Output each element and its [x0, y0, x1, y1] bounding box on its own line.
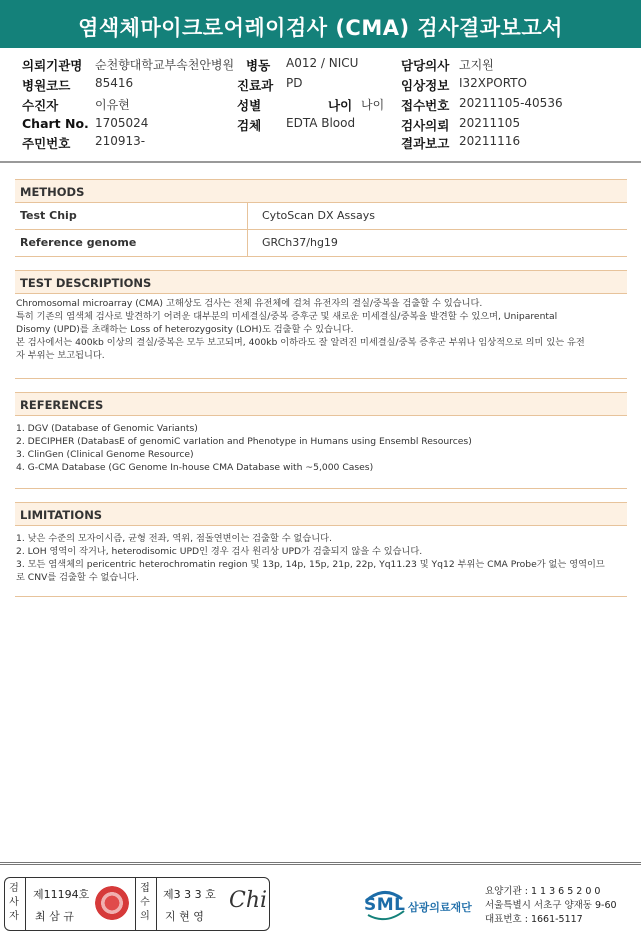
limitation-item: 3. 모든 염색체의 pericentric heterochromatin region 및 13p, 14p, 15p, 21p, 22p, Yq11.23 및 Yq12 부위는 CMA Probe가 없는 영역이므 — [16, 559, 605, 570]
institution-value: 순천향대학교부속천안병원 — [95, 58, 235, 72]
limitations-body — [15, 526, 627, 584]
methods-row — [15, 230, 627, 257]
descriptions-heading: TEST DESCRIPTIONS — [15, 270, 627, 294]
references-section — [15, 392, 627, 489]
patient-label: 수진자 — [22, 98, 59, 113]
red-seal-stamp — [95, 886, 129, 920]
reference-item: 4. G-CMA Database (GC Genome In-house CMA Database with ~5,000 Cases) — [16, 462, 374, 473]
rrn-value: 210913- — [95, 134, 146, 148]
info-divider — [0, 161, 641, 163]
patient-value: 이유현 — [95, 98, 130, 112]
reviewer-license: 제3 3 3 호 — [163, 888, 216, 901]
request-date-value: 20211105 — [459, 116, 521, 130]
report-footer — [0, 862, 641, 941]
report-title-bar — [0, 0, 641, 48]
department-value: PD — [286, 76, 303, 90]
department-label: 진료과 — [237, 78, 274, 93]
methods-row — [15, 203, 627, 230]
methods-value: GRCh37/hg19 — [262, 236, 338, 249]
tester-license: 제11194호 — [33, 888, 90, 901]
methods-heading: METHODS — [15, 179, 627, 203]
ward-label: 병동 — [246, 58, 271, 73]
ward-value: A012 / NICU — [286, 56, 359, 70]
chart-label: Chart No. — [22, 116, 89, 131]
report-date-label: 결과보고 — [401, 136, 450, 151]
patient-info-block — [0, 56, 641, 156]
descriptions-section — [15, 270, 627, 379]
reference-item: 3. ClinGen (Clinical Genome Resource) — [16, 449, 194, 460]
reference-item: 1. DGV (Database of Genomic Variants) — [16, 423, 198, 434]
doctor-label: 담당의사 — [401, 58, 450, 73]
doctor-value: 고지원 — [459, 58, 494, 72]
handwritten-signature: Chi — [229, 888, 268, 913]
references-heading: REFERENCES — [15, 392, 627, 416]
receipt-value: 20211105-40536 — [459, 96, 563, 110]
limitations-section — [15, 502, 627, 597]
org-name: 삼광의료재단 — [408, 901, 472, 914]
request-date-label: 검사의뢰 — [401, 118, 450, 133]
reviewer-name: 지 현 영 — [165, 910, 204, 923]
description-line: 자 부위는 보고됩니다. — [16, 350, 105, 361]
description-line: 본 검사에서는 400kb 이상의 결실/중복은 모두 보고되며, 400kb 이하라도 잘 알려진 미세결실/중복 증후군 부위나 임상적으로 의미 있는 유전 — [16, 337, 585, 348]
report-title: 염색체마이크로어레이검사 (CMA) 검사결과보고서 — [78, 16, 563, 40]
clinical-info-label: 임상정보 — [401, 78, 450, 93]
care-code: 요양기관 : 1 1 3 6 5 2 0 0 — [485, 886, 601, 897]
age-label: 나이 — [328, 98, 353, 113]
tester-name: 최 삼 규 — [35, 910, 74, 923]
clinical-info-value: I32XPORTO — [459, 76, 527, 90]
limitations-heading: LIMITATIONS — [15, 502, 627, 526]
address: 서울특별시 서초구 양재동 9-60 — [485, 900, 617, 911]
age-value: 나이 — [361, 98, 385, 112]
specimen-label: 검체 — [237, 118, 262, 133]
reviewer-label: 접수의 — [140, 883, 150, 922]
contact-info — [485, 885, 617, 927]
reference-item: 2. DECIPHER (DatabasE of genomiC varIation and Phenotype in Humans using Ensembl Resources) — [16, 436, 472, 447]
hospital-code-value: 85416 — [95, 76, 134, 90]
methods-section — [15, 179, 627, 257]
description-line: Disomy (UPD)를 초래하는 Loss of heterozygosity (LOH)도 검출할 수 있습니다. — [16, 324, 354, 335]
tester-label: 검사자 — [9, 883, 19, 922]
methods-value: CytoScan DX Assays — [262, 209, 375, 222]
hospital-code-label: 병원코드 — [22, 78, 71, 93]
institution-label: 의뢰기관명 — [22, 58, 83, 73]
sml-logo-text: SML — [364, 895, 406, 915]
phone: 대표번호 : 1661-5117 — [485, 914, 583, 925]
description-line: Chromosomal microarray (CMA) 고해상도 검사는 전체 유전체에 걸쳐 유전자의 결실/중복을 검출할 수 있습니다. — [16, 298, 483, 309]
rrn-label: 주민번호 — [22, 136, 71, 151]
receipt-label: 접수번호 — [401, 98, 450, 113]
limitation-item: 1. 낮은 수준의 모자이시즘, 균형 전좌, 역위, 점돌연변이는 검출할 수 없습니다. — [16, 533, 332, 544]
sign-divider — [156, 878, 157, 930]
limitation-item: 2. LOH 영역이 작거나, heterodisomic UPD인 경우 검사 원리상 UPD가 검출되지 않을 수 있습니다. — [16, 546, 423, 557]
description-line: 특히 기존의 염색체 검사로 발견하기 어려운 대부분의 미세결실/중복 증후군 및 새로운 미세결실/중복을 발견할 수 있으며, Uniparental — [16, 311, 558, 322]
chart-value: 1705024 — [95, 116, 149, 130]
references-body — [15, 416, 627, 474]
signature-box — [4, 877, 270, 931]
methods-key: Test Chip — [15, 203, 248, 229]
specimen-value: EDTA Blood — [286, 116, 356, 130]
sign-divider — [135, 878, 136, 930]
methods-key: Reference genome — [15, 230, 248, 256]
report-date-value: 20211116 — [459, 134, 521, 148]
sex-label: 성별 — [237, 98, 262, 113]
sign-divider — [25, 878, 26, 930]
limitation-item: 로 CNV를 검출할 수 없습니다. — [16, 572, 139, 583]
descriptions-body — [15, 294, 627, 362]
